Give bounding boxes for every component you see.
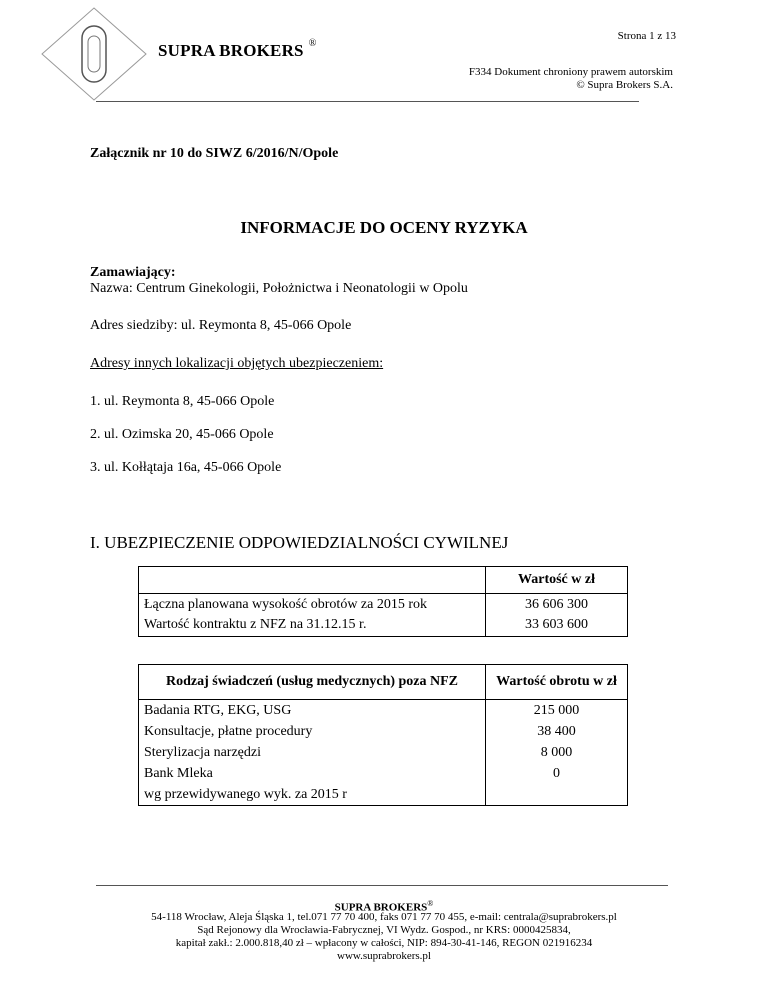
section-title: I. UBEZPIECZENIE ODPOWIEDZIALNOŚCI CYWILNEJ — [90, 533, 509, 552]
table-header-empty — [139, 567, 486, 594]
footer-website: www.suprabrokers.pl — [337, 950, 431, 962]
table-row — [139, 700, 628, 806]
page-number: Strona 1 z 13 — [617, 30, 676, 42]
footer-line: 54-118 Wrocław, Aleja Śląska 1, tel.071 77 70 400, faks 071 77 70 455, e-mail: centrala@suprabrokers.pl — [151, 911, 617, 923]
row-value: 215 000 — [533, 703, 580, 718]
header-brand-name: SUPRA BROKERS — [158, 41, 304, 60]
table-row — [139, 594, 628, 637]
table-cell-values — [486, 700, 628, 806]
copyright-line-1: F334 Dokument chroniony prawem autorskim — [468, 66, 673, 78]
client-name: Nazwa: Centrum Ginekologii, Położnictwa i Neonatologii w Opolu — [90, 281, 468, 296]
copyright-notice — [469, 66, 673, 92]
footer-divider — [96, 885, 668, 886]
table-header-label: Rodzaj świadczeń (usług medycznych) poza NFZ — [139, 665, 486, 700]
row-value — [491, 784, 622, 805]
table-cell-values — [486, 594, 628, 637]
turnover-table — [138, 566, 628, 637]
supra-brokers-logo — [38, 6, 150, 102]
header-divider — [96, 101, 639, 102]
row-value: 33 603 600 — [525, 617, 588, 632]
row-value: 0 — [553, 766, 560, 781]
footer-brand-mark: ® — [427, 899, 434, 908]
location-item: 2. ul. Ozimska 20, 45-066 Opole — [90, 427, 274, 442]
row-value: 8 000 — [540, 745, 573, 760]
footer-company-info — [0, 911, 768, 963]
table-header-row — [139, 665, 628, 700]
annex-reference: Załącznik nr 10 do SIWZ 6/2016/N/Opole — [90, 146, 339, 161]
footer-brand-name: SUPRA BROKERS — [334, 901, 428, 914]
table-header-row — [139, 567, 628, 594]
table-header-value: Wartość obrotu w zł — [486, 665, 628, 700]
table-header-value: Wartość w zł — [486, 567, 628, 594]
row-label: Bank Mleka — [144, 766, 213, 781]
row-value: 38 400 — [537, 724, 576, 739]
client-label: Zamawiający: — [90, 265, 176, 280]
header-brand — [158, 38, 317, 61]
location-item: 3. ul. Kołłątaja 16a, 45-066 Opole — [90, 460, 282, 475]
client-address: Adres siedziby: ul. Reymonta 8, 45-066 Opole — [90, 318, 352, 333]
row-label: Badania RTG, EKG, USG — [144, 703, 292, 718]
document-title: INFORMACJE DO OCENY RYZYKA — [240, 218, 528, 237]
footer-line: Sąd Rejonowy dla Wrocławia-Fabrycznej, VI Wydz. Gospod., nr KRS: 0000425834, — [197, 924, 571, 936]
copyright-line-2: © Supra Brokers S.A. — [576, 79, 673, 91]
other-locations-label: Adresy innych lokalizacji objętych ubezpieczeniem: — [90, 356, 384, 371]
table-cell-labels — [139, 700, 486, 806]
table-cell-labels — [139, 594, 486, 637]
row-label: wg przewidywanego wyk. za 2015 r — [144, 787, 347, 802]
row-label: Sterylizacja narzędzi — [144, 745, 261, 760]
location-item: 1. ul. Reymonta 8, 45-066 Opole — [90, 394, 275, 409]
row-label: Wartość kontraktu z NFZ na 31.12.15 r. — [144, 617, 367, 632]
footer-line: kapitał zakł.: 2.000.818,40 zł – wpłacony w całości, NIP: 894-30-41-146, REGON 021916234 — [175, 937, 593, 949]
header-brand-mark: ® — [308, 38, 317, 50]
row-label: Konsultacje, płatne procedury — [144, 724, 313, 739]
row-value: 36 606 300 — [525, 597, 588, 612]
non-nfz-services-table — [138, 664, 628, 806]
row-label: Łączna planowana wysokość obrotów za 2015 rok — [144, 597, 428, 612]
